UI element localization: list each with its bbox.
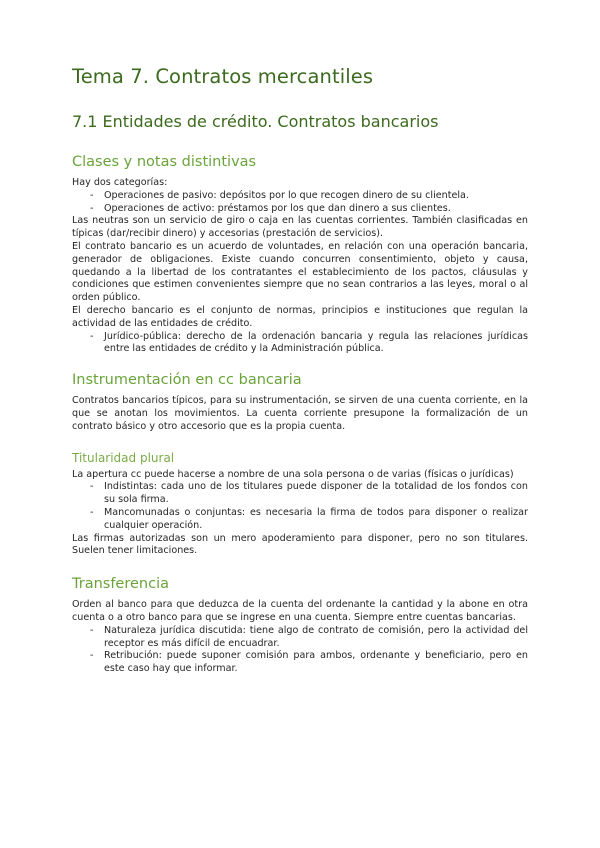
document-title: Tema 7. Contratos mercantiles bbox=[72, 65, 374, 88]
list-item-text: Operaciones de activo: préstamos por los que dan dinero a sus clientes. bbox=[104, 202, 451, 214]
document-page bbox=[72, 64, 528, 676]
dash-bullet: - bbox=[90, 506, 94, 518]
heading-instrumentacion: Instrumentación en cc bancaria bbox=[72, 372, 302, 389]
dash-bullet: - bbox=[90, 481, 94, 493]
dash-bullet: - bbox=[90, 202, 94, 214]
transferencia-list bbox=[72, 625, 528, 676]
dash-bullet: - bbox=[90, 624, 94, 636]
list-item bbox=[72, 203, 528, 216]
list-item bbox=[72, 190, 528, 203]
paragraph: La apertura cc puede hacerse a nombre de una sola persona o de varias (físicas o jurídicas) bbox=[72, 468, 514, 480]
dash-bullet: - bbox=[90, 330, 94, 342]
paragraph: Las neutras son un servicio de giro o caja en las cuentas corrientes. También clasificadas en típicas (dar/recibir dinero) y accesorias (prestación de servicios). bbox=[72, 215, 528, 240]
list-item-text: Jurídico-pública: derecho de la ordenación bancaria y regula las relaciones jurídicas entre las entidades de crédito y la Administración pública. bbox=[104, 330, 528, 355]
heading-transferencia: Transferencia bbox=[72, 576, 169, 593]
section-instrumentacion bbox=[72, 395, 528, 433]
heading-clases: Clases y notas distintivas bbox=[72, 154, 257, 170]
dash-bullet: - bbox=[90, 189, 94, 201]
paragraph: Orden al banco para que deduzca de la cuenta del ordenante la cantidad y la abone en otra cuenta o a otro banco para que se ingrese en una cuenta. Siempre entre cuentas bancarias. bbox=[72, 599, 528, 623]
dash-bullet: - bbox=[90, 650, 94, 662]
list-item-text: Retribución: puede suponer comisión para ambos, ordenante y beneficiario, pero en este caso hay que informar. bbox=[104, 650, 528, 675]
section-clases bbox=[72, 177, 528, 356]
list-item bbox=[72, 507, 528, 533]
clases-list-2 bbox=[72, 331, 528, 357]
section-title: 7.1 Entidades de crédito. Contratos bancarios bbox=[72, 112, 439, 131]
paragraph: El contrato bancario es un acuerdo de voluntades, en relación con una operación bancaria, generador de obligaciones. Existe cuando concurren consentimiento, objeto y causa, quedando a la libertad de los contratantes el establecimiento de los pactos, cláusulas y condiciones que estimen convenientes siempre que no sean contrarios a las leyes, moral o al orden público. bbox=[72, 240, 528, 304]
list-item-text: Operaciones de pasivo: depósitos por lo que recogen dinero de su clientela. bbox=[104, 189, 469, 201]
list-item bbox=[72, 331, 528, 357]
paragraph: Las firmas autorizadas son un mero apoderamiento para disponer, pero no son titulares. Suelen tener limitaciones. bbox=[72, 532, 528, 557]
list-item bbox=[72, 650, 528, 676]
heading-titularidad: Titularidad plural bbox=[72, 450, 175, 465]
paragraph: El derecho bancario es el conjunto de normas, principios e instituciones que regulan la actividad de las entidades de crédito. bbox=[72, 304, 528, 329]
section-transferencia bbox=[72, 599, 528, 676]
list-item bbox=[72, 625, 528, 651]
section-titularidad bbox=[72, 469, 528, 559]
clases-list bbox=[72, 190, 528, 216]
list-item bbox=[72, 481, 528, 507]
paragraph: Contratos bancarios típicos, para su instrumentación, se sirven de una cuenta corriente, en la que se anotan los movimientos. La cuenta corriente presupone la formalización de un contrato básico y otro accesorio que es la propia cuenta. bbox=[72, 395, 528, 432]
titularidad-list bbox=[72, 481, 528, 532]
list-item-text: Indistintas: cada uno de los titulares puede disponer de la totalidad de los fondos con su sola firma. bbox=[104, 481, 528, 506]
list-item-text: Naturaleza jurídica discutida: tiene algo de contrato de comisión, pero la actividad del receptor es más difícil de encuadrar. bbox=[104, 624, 528, 649]
clases-intro: Hay dos categorías: bbox=[72, 177, 168, 188]
list-item-text: Mancomunadas o conjuntas: es necesaria la firma de todos para disponer o realizar cualquier operación. bbox=[104, 506, 528, 531]
